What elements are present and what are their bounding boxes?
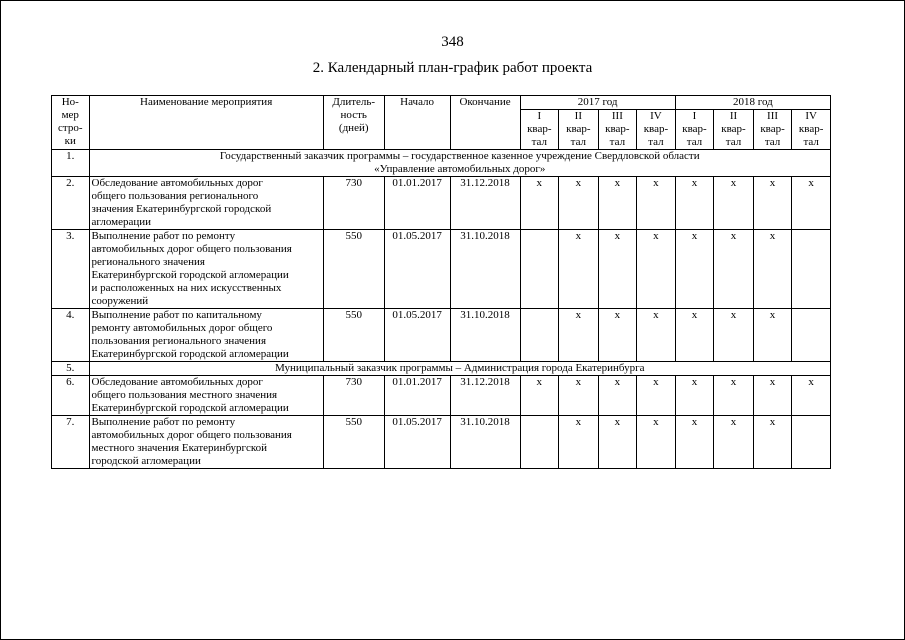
quarter-mark [792,230,831,309]
row-number: 3. [52,230,90,309]
quarter-mark [520,309,559,362]
page-number: 348 [441,34,464,50]
header-quarter-2017-2: II квар- тал [559,110,599,150]
start-date-cell: 01.05.2017 [384,230,450,309]
quarter-mark: x [598,230,637,309]
quarter-mark [792,416,831,469]
quarter-mark: x [675,416,714,469]
duration-cell: 550 [323,416,384,469]
event-name: Обследование автомобильных дорог общего пользования регионального значения Екатеринбургской городской агломерации [89,177,323,230]
quarter-mark: x [559,416,599,469]
row-number: 1. [52,150,90,177]
row-number: 5. [52,362,90,376]
quarter-mark: x [675,177,714,230]
quarter-mark: x [559,309,599,362]
schedule-table [51,95,831,469]
quarter-mark: x [637,177,676,230]
start-date-cell: 01.01.2017 [384,376,450,416]
header-quarter-2018-2: II квар- тал [714,110,754,150]
end-date-cell: 31.10.2018 [450,309,520,362]
duration-cell: 730 [323,376,384,416]
table-row [52,416,831,469]
header-quarter-2017-4: IV квар- тал [637,110,676,150]
end-date-cell: 31.12.2018 [450,376,520,416]
header-event-name: Наименование мероприятия [89,96,323,150]
quarter-mark: x [753,230,792,309]
quarter-mark: x [598,416,637,469]
header-quarter-2018-4: IV квар- тал [792,110,831,150]
section-customer: Государственный заказчик программы – государственное казенное учреждение Свердловской области «Управление автомобильных дорог» [89,150,830,177]
quarter-mark: x [753,177,792,230]
start-date-cell: 01.05.2017 [384,309,450,362]
section-row [52,150,831,177]
duration-cell: 550 [323,309,384,362]
quarter-mark: x [714,416,754,469]
header-year-2018: 2018 год [675,96,830,110]
quarter-mark: x [714,376,754,416]
quarter-mark: x [520,177,559,230]
section-customer: Муниципальный заказчик программы – Администрация города Екатеринбурга [89,362,830,376]
quarter-mark: x [598,376,637,416]
quarter-mark: x [714,230,754,309]
event-name: Выполнение работ по капитальному ремонту автомобильных дорог общего пользования регионального значения Екатеринбургской городской агломерации [89,309,323,362]
header-duration: Длитель- ность (дней) [323,96,384,150]
quarter-mark: x [753,309,792,362]
end-date-cell: 31.12.2018 [450,177,520,230]
quarter-mark: x [675,309,714,362]
quarter-mark: x [792,376,831,416]
event-name: Обследование автомобильных дорог общего пользования местного значения Екатеринбургской городской агломерации [89,376,323,416]
header-quarter-2017-1: I квар- тал [520,110,559,150]
quarter-mark: x [675,230,714,309]
quarter-mark: x [520,376,559,416]
quarter-mark: x [598,309,637,362]
section-row [52,362,831,376]
header-end: Окончание [450,96,520,150]
quarter-mark: x [637,230,676,309]
row-number: 2. [52,177,90,230]
quarter-mark: x [714,177,754,230]
quarter-mark: x [753,416,792,469]
quarter-mark: x [637,416,676,469]
duration-cell: 730 [323,177,384,230]
start-date-cell: 01.05.2017 [384,416,450,469]
event-name: Выполнение работ по ремонту автомобильных дорог общего пользования регионального значения Екатеринбургской городской агломерации и расположенных на них искусственных сооружений [89,230,323,309]
quarter-mark [520,230,559,309]
header-start: Начало [384,96,450,150]
duration-cell: 550 [323,230,384,309]
table-row [52,309,831,362]
row-number: 6. [52,376,90,416]
header-quarter-2018-1: I квар- тал [675,110,714,150]
header-quarter-2018-3: III квар- тал [753,110,792,150]
quarter-mark [520,416,559,469]
quarter-mark [792,309,831,362]
row-number: 7. [52,416,90,469]
quarter-mark: x [559,230,599,309]
quarter-mark: x [753,376,792,416]
document-title: 2. Календарный план-график работ проекта [312,60,593,76]
header-row-number: Но- мер стро- ки [52,96,90,150]
header-quarter-2017-3: III квар- тал [598,110,637,150]
end-date-cell: 31.10.2018 [450,230,520,309]
quarter-mark: x [559,177,599,230]
header-year-2017: 2017 год [520,96,675,110]
quarter-mark: x [714,309,754,362]
quarter-mark: x [637,309,676,362]
row-number: 4. [52,309,90,362]
quarter-mark: x [559,376,599,416]
start-date-cell: 01.01.2017 [384,177,450,230]
table-row [52,230,831,309]
quarter-mark: x [675,376,714,416]
end-date-cell: 31.10.2018 [450,416,520,469]
quarter-mark: x [792,177,831,230]
quarter-mark: x [637,376,676,416]
table-row [52,177,831,230]
event-name: Выполнение работ по ремонту автомобильных дорог общего пользования местного значения Екатеринбургской городской агломерации [89,416,323,469]
table-row [52,376,831,416]
quarter-mark: x [598,177,637,230]
